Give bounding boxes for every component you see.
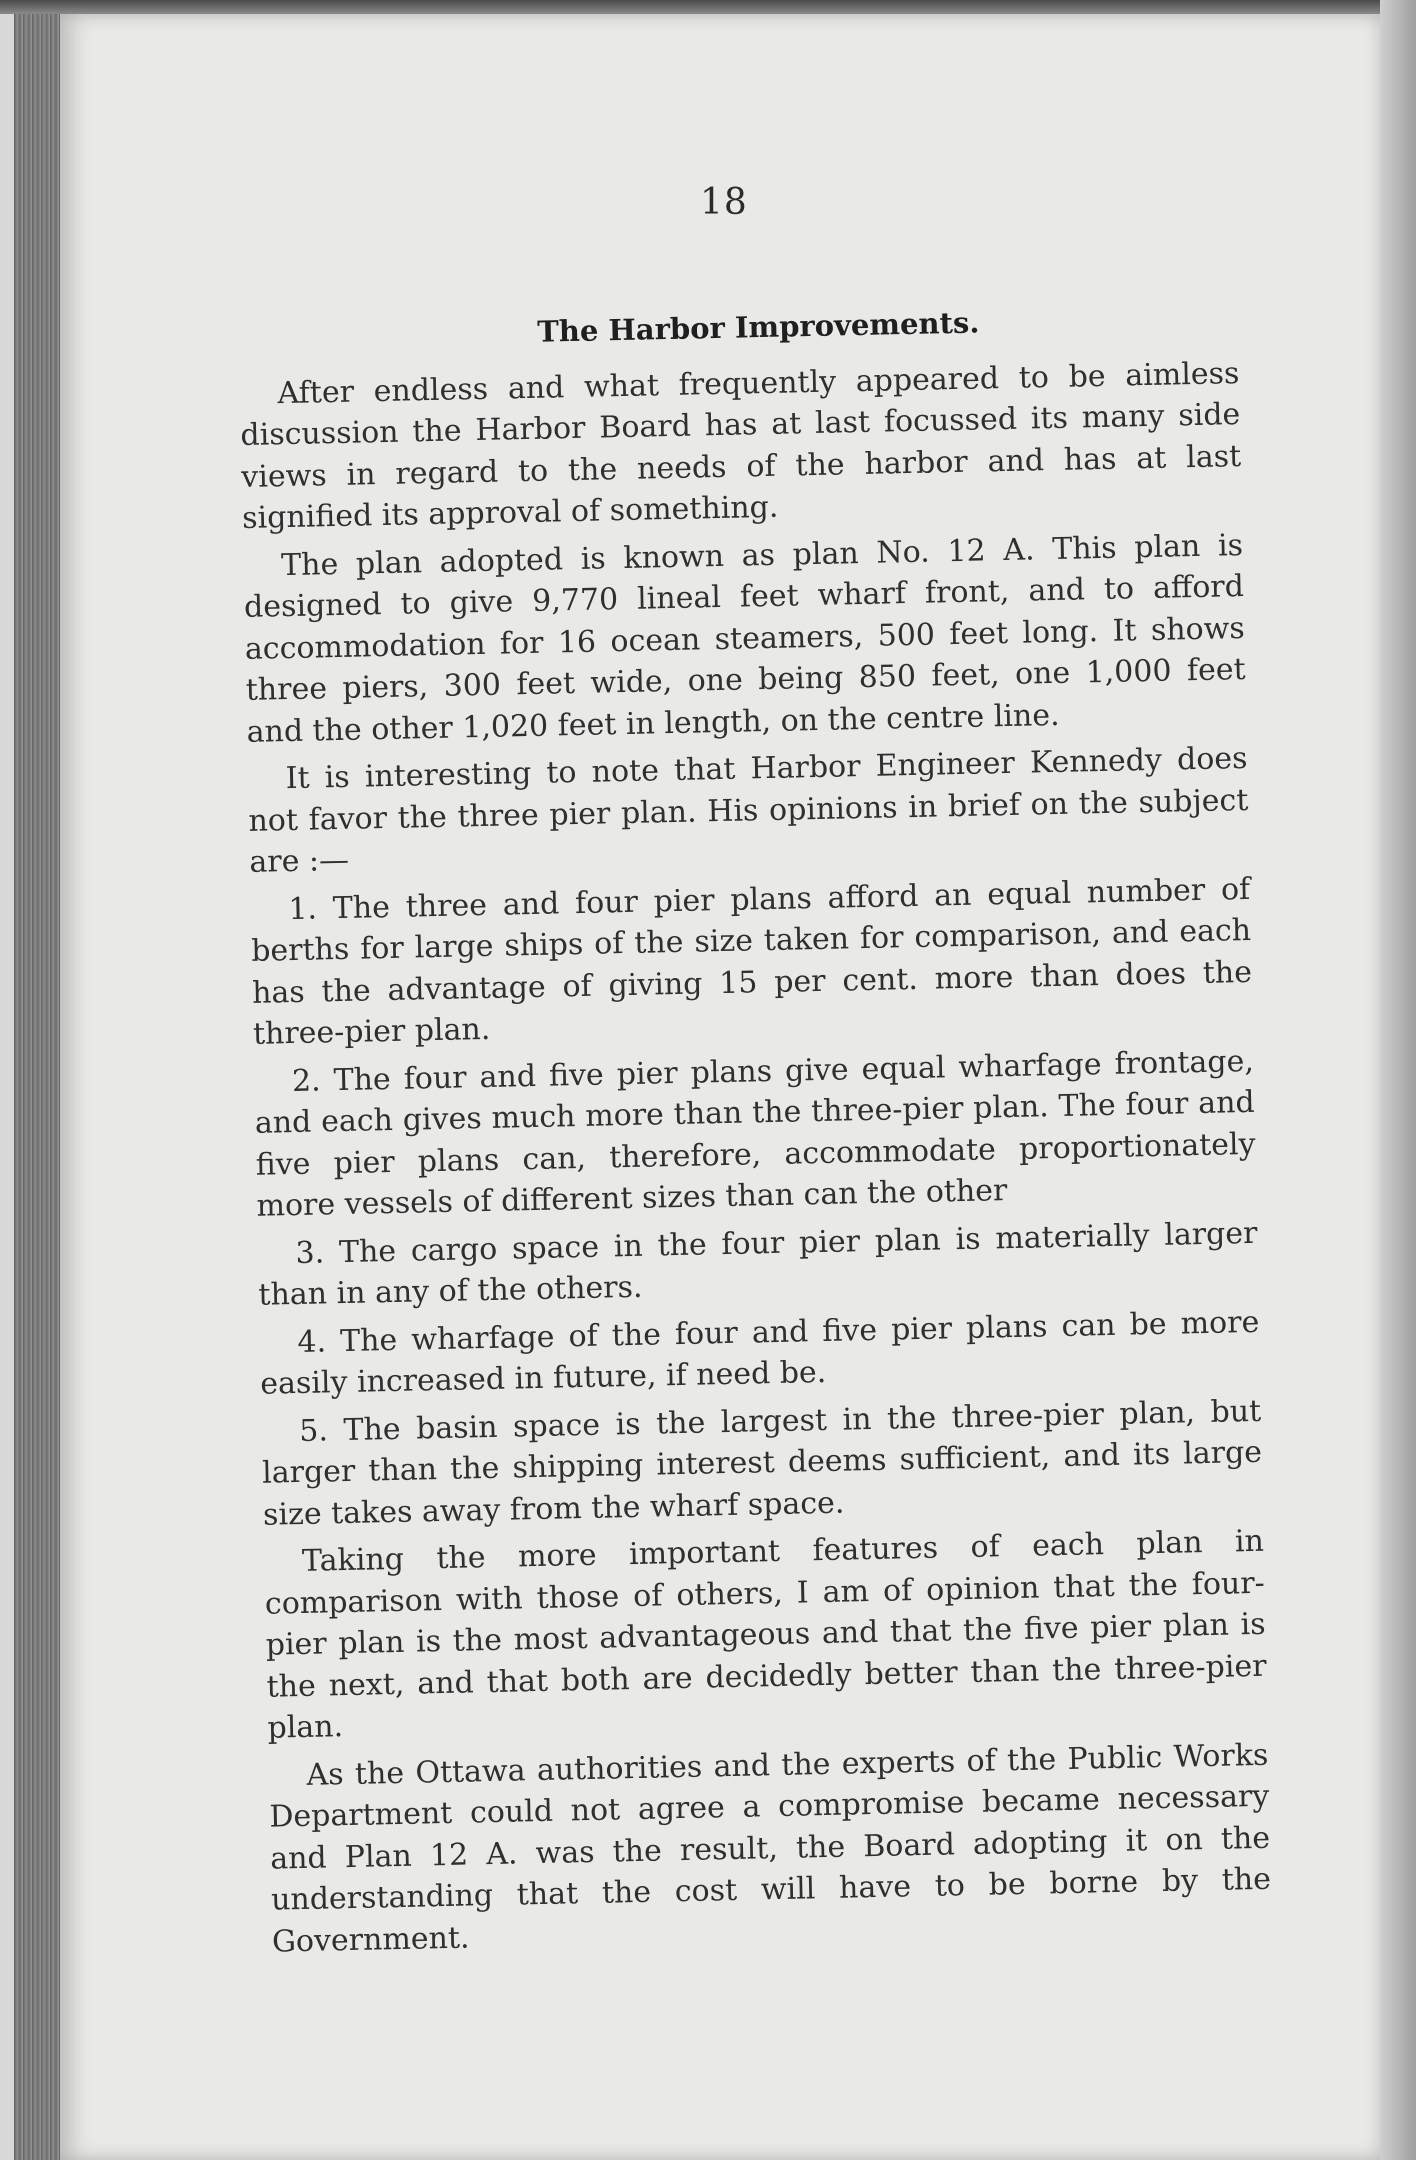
article-body [238, 297, 1272, 1969]
opinion-item-3: 3. The cargo space in the four pier plan is materially larger than in any of the others. [258, 1215, 1258, 1313]
opinion-item-5: 5. The basin space is the largest in the three-pier plan, but larger than the shipping interest deems sufficient, and its large size takes away from the wharf space. [261, 1393, 1263, 1533]
paragraph-plan-details: The plan adopted is known as plan No. 12 A. This plan is designed to give 9,770 lineal feet wharf front, and to afford accommodation for 16 ocean steamers, 500 feet long. It shows three piers, 300 feet wide, one being 850 feet, one 1,000 feet and the other 1,020 feet in length, on the centre line. [243, 527, 1246, 750]
paragraph-intro: After endless and what frequently appeared to be aimless discussion the Harbor Board has at last focussed its many side views in regard to the needs of the harbor and has at last signified its approval of something. [240, 355, 1242, 536]
paragraph-engineer-opinion: It is interesting to note that Harbor Engineer Kennedy does not favor the three pier plan. His opinions in brief on the subject are :— [248, 740, 1249, 880]
opinion-item-2: 2. The four and five pier plans give equal wharfage frontage, and each gives much more than the three-pier plan. The four and five pier plans can, therefore, accommodate proportionately more vessels of different sizes than can the other [254, 1043, 1256, 1224]
scanner-top-band [0, 0, 1416, 14]
right-margin-shadow [1380, 0, 1416, 2160]
opinion-item-4: 4. The wharfage of the four and five pier plans can be more easily increased in future, if need be. [259, 1304, 1260, 1402]
paragraph-compromise: As the Ottawa authorities and the experts of the Public Works Department could not agree a compromise became necessary and Plan 12 A. was the result, the Board adopting it on the understanding that the cost will have to be borne by the Government. [269, 1737, 1272, 1960]
book-page-edges [14, 14, 66, 2160]
opinion-item-1: 1. The three and four pier plans afford an equal number of berths for large ships of the size taken for comparison, and each has the advantage of giving 15 per cent. more than does the three-pier plan. [250, 871, 1253, 1052]
paragraph-conclusion: Taking the more important features of each plan in comparison with those of others, I am of opinion that the four-pier plan is the most advantageous and that the five pier plan is the next, and that both are decidedly better than the three-pier plan. [264, 1523, 1267, 1746]
article-heading: The Harbor Improvements. [536, 305, 980, 349]
page-number: 18 [700, 182, 748, 223]
